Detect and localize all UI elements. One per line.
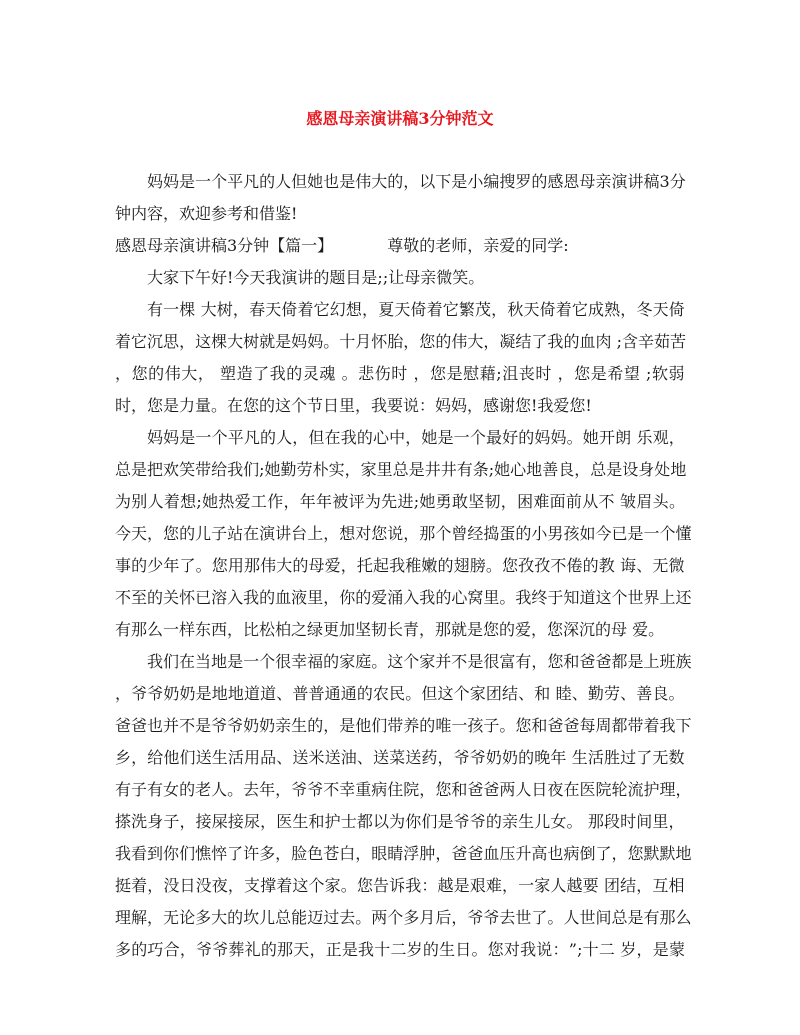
- line-text: 时，您是力量。在您的这个节日里，我要说：妈妈，感谢您!我爱您!: [115, 396, 592, 415]
- line-text: 我 们 在 当 地 是 一 个 很 幸 福 的 家 庭 。 这 个 家 并 不 是 很 富 有 ， 您 和 爸 爸 都 是 上 班 族: [147, 652, 692, 671]
- salutation-text: 尊敬的老师，亲爱的同学:: [387, 236, 569, 255]
- line-text: 理 解 ， 无 论 多 大 的 坎 儿 总 能 迈 过 去 。 两 个 多 月 后 ， 爷 爷 去 世 了 。 人 世 间 总 是 有 那 么: [115, 908, 692, 927]
- paragraph-line: [115, 486, 685, 518]
- line-text: 我 看 到 你 们 憔 悴 了 许 多 ， 脸 色 苍 白 ， 眼 睛 浮 肿 ， 爸 爸 血 压 升 高 也 病 倒 了 ， 您 默 默 地: [115, 844, 692, 863]
- line-text: 着 它 沉 思 ， 这 棵 大 树 就 是 妈 妈 。 十 月 怀 胎 ， 您 的 伟 大 ， 凝 结 了 我 的 血 肉 ; 含 辛 茹 苦: [115, 332, 687, 351]
- line-text: 感恩母亲演讲稿3分钟【篇一】: [115, 236, 334, 255]
- line-text: 钟内容，欢迎参考和借鉴!: [115, 204, 298, 223]
- line-text: 事 的 少 年 了 。 您 用 那 伟 大 的 母 爱 ， 托 起 我 稚 嫩 的 翅 膀 。 您 孜 孜 不 倦 的 教 诲 、 无 微: [115, 556, 685, 575]
- paragraph-line: [115, 262, 685, 294]
- paragraph-line: [115, 934, 685, 966]
- paragraph-line: [115, 678, 685, 710]
- paragraph-line: [115, 902, 692, 934]
- line-text: 有那么一样东西，比松柏之绿更加坚韧长青，那就是您的爱，您深沉的母 爱。: [115, 620, 665, 639]
- line-text: 乡 ， 给 他 们 送 生 活 用 品 、 送 米 送 油 、 送 菜 送 药 ， 爷 爷 奶 奶 的 晚 年 生 活 胜 过 了 无 数: [115, 748, 685, 767]
- paragraph-line: [115, 870, 685, 902]
- line-text: 妈 妈 是 一 个 平 凡 的 人 ， 但 在 我 的 心 中 ， 她 是 一 个 最 好 的 妈 妈 。 她 开 朗 乐 观 ，: [147, 428, 685, 447]
- paragraph-line: [115, 646, 692, 678]
- line-text: 挺 着 ， 没 日 没 夜 ， 支 撑 着 这 个 家 。 您 告 诉 我 ： 越 是 艰 难 ， 一 家 人 越 要 团 结 ， 互 相: [115, 876, 685, 895]
- paragraph-line: [115, 710, 692, 742]
- line-text: 今 天 ， 您 的 儿 子 站 在 演 讲 台 上 ， 想 对 您 说 ， 那 个 曾 经 捣 蛋 的 小 男 孩 如 今 已 是 一 个 懂: [115, 524, 692, 543]
- paragraph-line: [115, 614, 685, 646]
- section-heading-line: [115, 230, 685, 262]
- line-text: 搽 洗 身 子 ， 接 屎 接 尿 ， 医 生 和 护 士 都 以 为 你 们 是 爷 爷 的 亲 生 儿 女 。 那 段 时 间 里 ，: [115, 812, 685, 831]
- paragraph-line: [115, 166, 685, 198]
- paragraph-line: [115, 838, 692, 870]
- line-text: 有 子 有 女 的 老 人 。 去 年 ， 爷 爷 不 幸 重 病 住 院 ， 您 和 爸 爸 两 人 日 夜 在 医 院 轮 流 护 理 ，: [115, 780, 692, 799]
- line-text: 为 别 人 着 想 ; 她 热 爱 工 作 ， 年 年 被 评 为 先 进 ; 她 勇 敢 坚 韧 ， 困 难 面 前 从 不 皱 眉 头 。: [115, 492, 685, 511]
- paragraph-line: [115, 518, 692, 550]
- paragraph-line: [115, 550, 685, 582]
- paragraph-line: [115, 582, 692, 614]
- line-text: ， 爷 爷 奶 奶 是 地 地 道 道 、 普 普 通 通 的 农 民 。 但 这 个 家 团 结 、 和 睦 、 勤 劳 、 善 良 。: [115, 684, 685, 703]
- paragraph-line: [115, 358, 685, 390]
- paragraph-line: [115, 326, 685, 358]
- paragraph-line: [115, 294, 685, 326]
- paragraph-line: [115, 198, 685, 230]
- paragraph-line: [115, 454, 685, 486]
- line-text: 有 一 棵 大 树 ， 春 天 倚 着 它 幻 想 ， 夏 天 倚 着 它 繁 茂 ， 秋 天 倚 着 它 成 熟 ， 冬 天 倚: [147, 300, 685, 319]
- document-body: [115, 166, 692, 966]
- line-text: 多 的 巧 合 ， 爷 爷 葬 礼 的 那 天 ， 正 是 我 十 二 岁 的 生 日 。 您 对 我 说 ： ” ; 十 二 岁 ， 是 蒙: [115, 940, 685, 959]
- line-text: ， 您 的 伟 大 ， 塑 造 了 我 的 灵 魂 。 悲 伤 时 ， 您 是 慰 藉 ; 沮 丧 时 ， 您 是 希 望 ; 软 弱: [115, 364, 685, 383]
- paragraph-line: [115, 742, 685, 774]
- line-text: 大家下午好!今天我演讲的题目是;;让母亲微笑。: [147, 268, 485, 287]
- paragraph-line: [115, 806, 685, 838]
- line-text: 不 至 的 关 怀 已 溶 入 我 的 血 液 里 ， 你 的 爱 涌 入 我 的 心 窝 里 。 我 终 于 知 道 这 个 世 界 上 还: [115, 588, 692, 607]
- paragraph-line: [115, 422, 685, 454]
- document-title: 感恩母亲演讲稿3分钟范文: [306, 109, 494, 128]
- heading-gap: [333, 230, 387, 262]
- line-text: 总 是 把 欢 笑 带 给 我 们 ; 她 勤 劳 朴 实 ， 家 里 总 是 井 井 有 条 ; 她 心 地 善 良 ， 总 是 设 身 处 地: [115, 460, 687, 479]
- paragraph-line: [115, 774, 692, 806]
- line-text: 爸 爸 也 并 不 是 爷 爷 奶 奶 亲 生 的 ， 是 他 们 带 养 的 唯 一 孩 子 。 您 和 爸 爸 每 周 都 带 着 我 下: [115, 716, 692, 735]
- line-text: 妈 妈 是 一 个 平 凡 的 人 但 她 也 是 伟 大 的 ， 以 下 是 小 编 搜 罗 的 感 恩 母 亲 演 讲 稿 3 分: [147, 172, 686, 191]
- paragraph-line: [115, 390, 685, 422]
